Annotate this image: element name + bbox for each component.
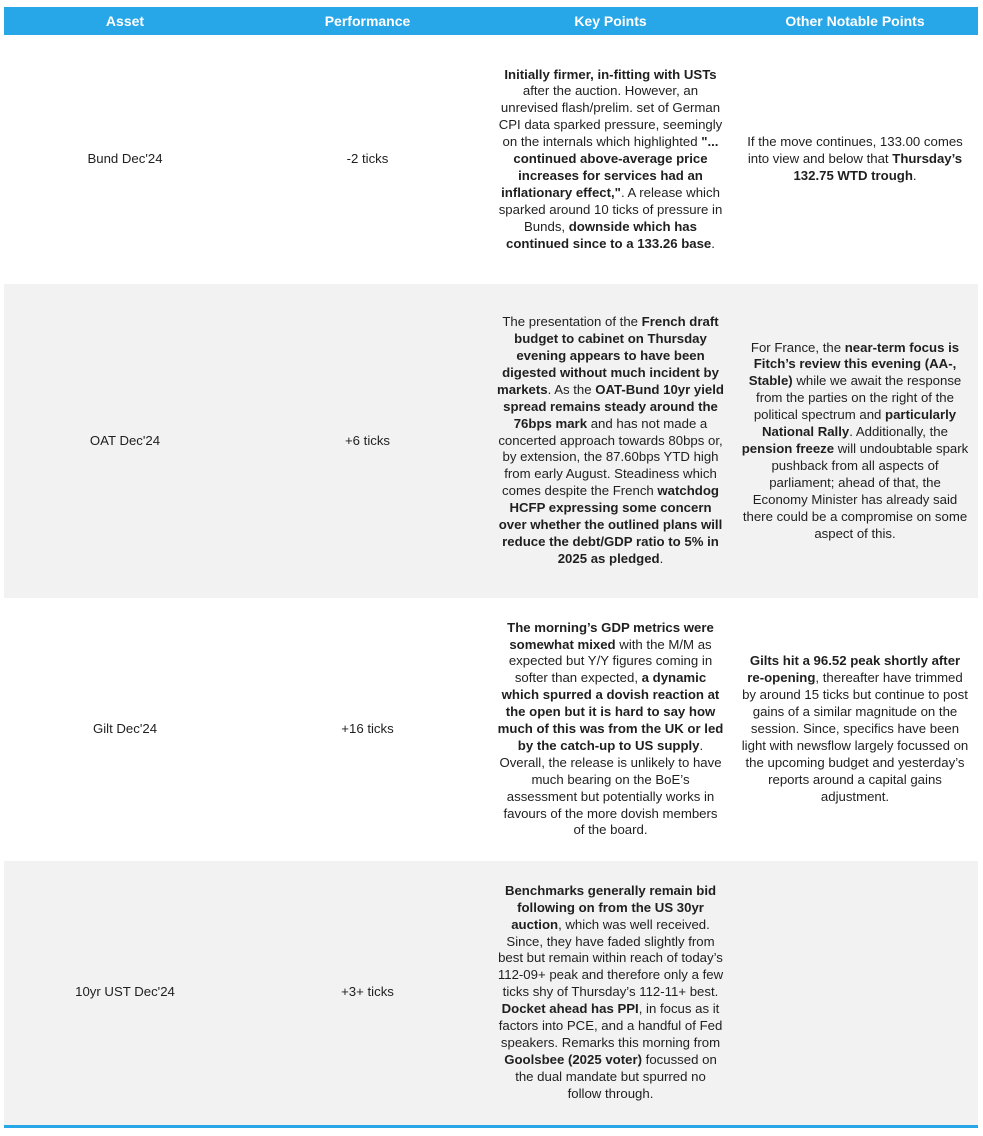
header-other-notable-points: Other Notable Points: [732, 7, 978, 36]
market-summary-table-container: [4, 7, 978, 1125]
bold-text-run: French draft budget to cabinet on Thursday evening appears to have been digested without much incident by markets: [497, 314, 719, 397]
cell-paragraph: [497, 620, 724, 840]
cell-paragraph: [740, 653, 970, 805]
bold-text-run: Gilts hit a 96.52 peak shortly after re-opening: [747, 653, 961, 686]
bold-text-run: The morning’s GDP metrics were somewhat mixed: [507, 619, 714, 652]
cell-paragraph: [497, 314, 724, 568]
bold-text-run: watchdog HCFP expressing some concern over whether the outlined plans will reduce the debt/GDP ratio to 5% in 2025 as pledged: [498, 483, 723, 566]
text-run: .: [912, 167, 917, 183]
asset-cell: OAT Dec'24: [4, 284, 246, 599]
bold-text-run: Benchmarks generally remain bid following on from the US 30yr auction: [504, 882, 717, 932]
performance-cell: +6 ticks: [246, 284, 489, 599]
text-run: , thereafter have trimmed by around 15 ticks but continue to post gains of a similar magnitude on the session. Since, specifics have been light with newsflow largely focussed on the upcoming budget and yesterday’s reports around a capital gains adjustment.: [741, 670, 969, 804]
text-run: If the move continues, 133.00 comes into view and below that: [747, 134, 963, 167]
text-run: .: [659, 550, 664, 566]
cell-paragraph: [497, 67, 724, 253]
text-run: will undoubtable spark pushback from all aspects of parliament; ahead of that, the Economy Minister has already said there could be a compromise on some aspect of this.: [742, 441, 969, 541]
text-run: , which was well received. Since, they have faded slightly from best but remain within reach of today’s 112-09+ peak and therefore only a few ticks shy of Thursday’s 112-11+ best.: [497, 916, 724, 1000]
other-notable-points-cell: [732, 861, 978, 1125]
performance-cell: +3+ ticks: [246, 861, 489, 1125]
key-points-cell: [489, 36, 732, 284]
text-run: .: [711, 235, 715, 251]
text-run: after the auction. However, an unrevised flash/prelim. set of German CPI data sparked pressure, seemingly on the internals which highlighted: [498, 83, 723, 150]
bold-text-run: Initially firmer, in-fitting with USTs: [504, 66, 717, 82]
bold-text-run: Thursday’s 132.75 WTD trough: [793, 151, 963, 183]
text-run: For France, the: [750, 339, 845, 355]
key-points-cell: [489, 599, 732, 861]
cell-paragraph: [740, 134, 970, 185]
table-row-oat: [4, 284, 978, 599]
table-row-bund: [4, 36, 978, 284]
other-notable-points-cell: [732, 599, 978, 861]
performance-cell: -2 ticks: [246, 36, 489, 284]
text-run: . Overall, the release is unlikely to have much bearing on the BoE’s assessment but potentially works in favours of the more dovish members of the board.: [499, 737, 722, 838]
text-run: with the M/M as expected but Y/Y figures coming in softer than expected,: [508, 636, 713, 686]
bold-text-run: near-term focus is Fitch’s review this evening (AA-, Stable): [748, 339, 960, 389]
table-bottom-rule: [4, 1125, 978, 1128]
bold-text-run: Docket ahead has PPI: [501, 1001, 639, 1017]
header-key-points: Key Points: [489, 7, 732, 36]
bold-text-run: particularly National Rally: [762, 407, 957, 440]
text-run: The presentation of the: [502, 314, 642, 330]
text-run: . A release which sparked around 10 ticks of pressure in Bunds,: [498, 184, 723, 234]
asset-cell: Gilt Dec'24: [4, 599, 246, 861]
key-points-cell: [489, 861, 732, 1125]
cell-paragraph: [497, 883, 724, 1103]
bold-text-run: OAT-Bund 10yr yield spread remains steady around the 76bps mark: [503, 381, 724, 431]
market-summary-table: [4, 7, 978, 1125]
text-run: . As the: [547, 381, 596, 397]
header-performance: Performance: [246, 7, 489, 36]
text-run: and has not made a concerted approach towards 80bps or, by extension, the 87.60bps YTD high from early August. Steadiness which comes despite the French: [498, 415, 723, 499]
text-run: , in focus as it factors into PCE, and a handful of Fed speakers. Remarks this morning from: [498, 1001, 723, 1051]
bold-text-run: "... continued above-average price increases for services had an inflationary effect,": [501, 134, 719, 200]
cell-paragraph: [740, 340, 970, 543]
other-notable-points-cell: [732, 36, 978, 284]
other-notable-points-cell: [732, 284, 978, 599]
header-asset: Asset: [4, 7, 246, 36]
asset-cell: 10yr UST Dec'24: [4, 861, 246, 1125]
table-header-row: [4, 7, 978, 36]
text-run: while we await the response from the parties on the right of the political spectrum and: [753, 373, 962, 423]
key-points-cell: [489, 284, 732, 599]
bold-text-run: a dynamic which spurred a dovish reaction at the open but it is hard to say how much of this was from the UK or led by the catch-up to US supply: [497, 670, 724, 753]
text-run: . Additionally, the: [849, 424, 948, 440]
text-run: focussed on the dual mandate but spurred no follow through.: [515, 1051, 717, 1101]
bold-text-run: pension freeze: [741, 441, 835, 456]
bold-text-run: Goolsbee (2025 voter): [504, 1051, 642, 1067]
table-row-gilt: [4, 599, 978, 861]
bold-text-run: downside which has continued since to a 133.26 base: [506, 218, 712, 251]
performance-cell: +16 ticks: [246, 599, 489, 861]
table-row-ust: [4, 861, 978, 1125]
asset-cell: Bund Dec'24: [4, 36, 246, 284]
